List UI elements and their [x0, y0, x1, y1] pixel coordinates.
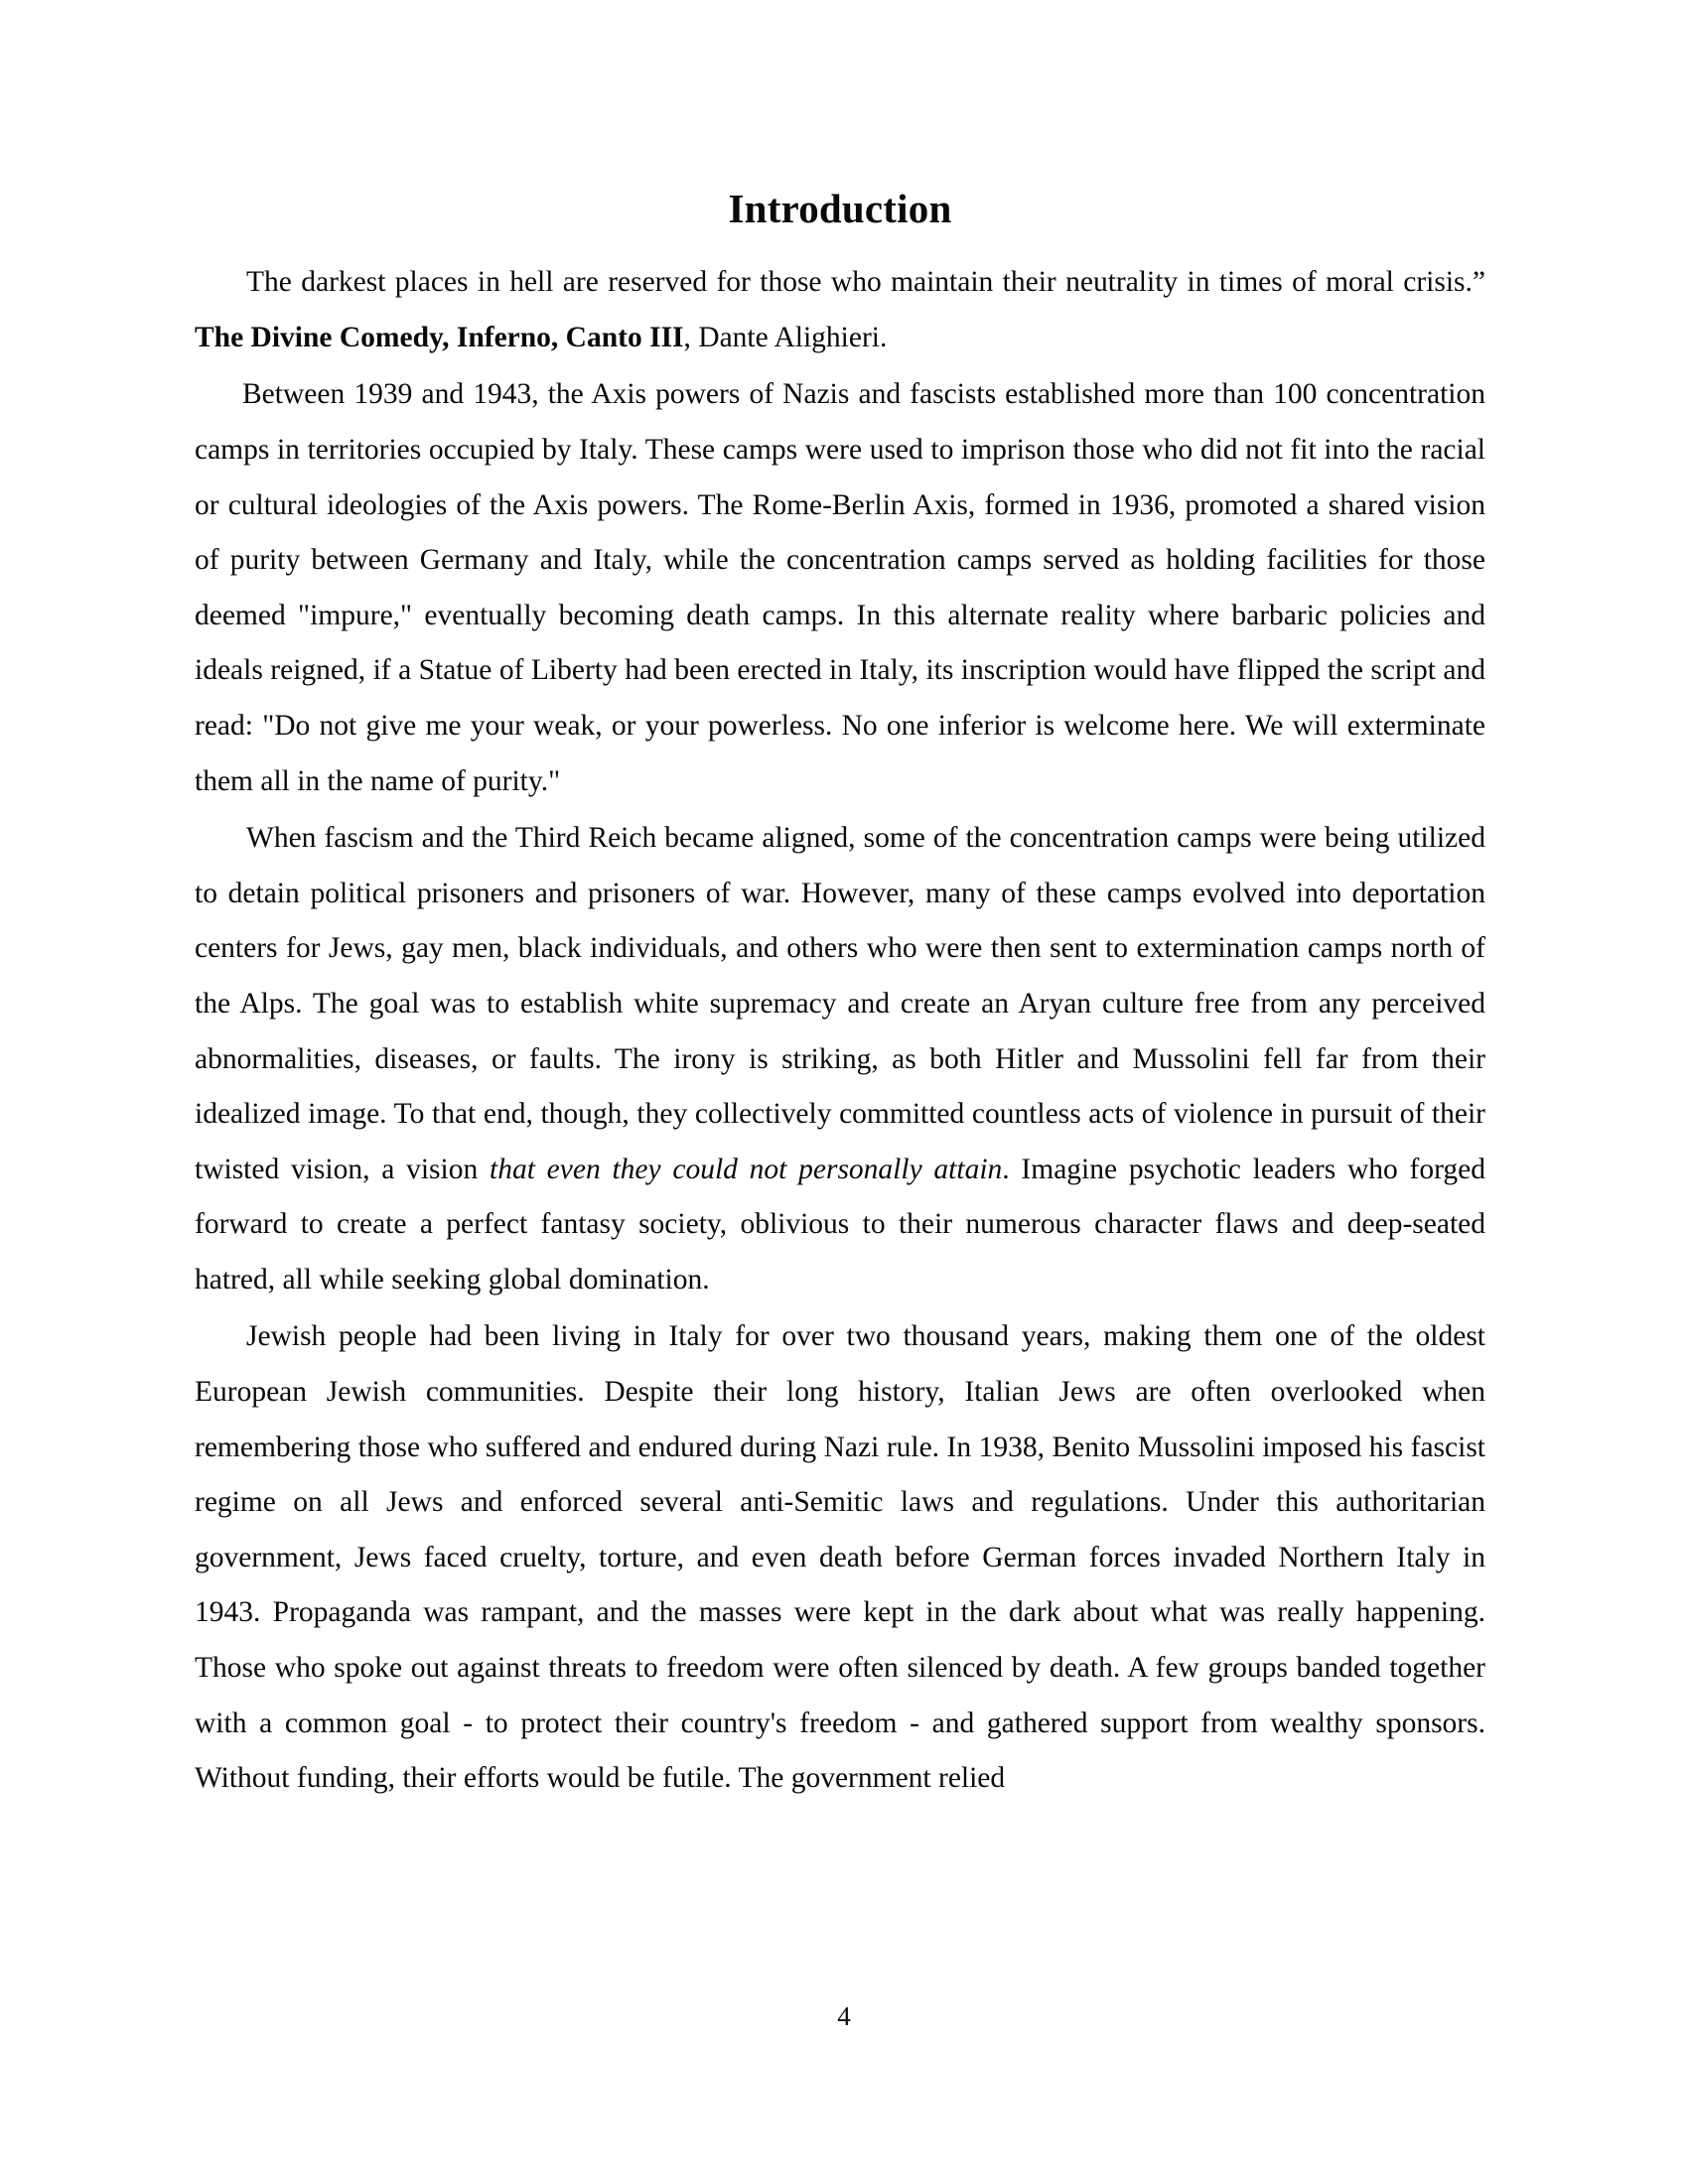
page-title: Introduction [728, 186, 952, 231]
fascism-text-tail: . Imagine psychotic leaders who forged forward to create a perfect fantasy society, oblivious to their numerous character flaws and deep-seated hatred, all while seeking global domination. [195, 1153, 1485, 1296]
page-content [195, 185, 1485, 1809]
paragraph-camps-overview-text: Between 1939 and 1943, the Axis powers of Nazis and fascists established more than 100 concentration camps in territories occupied by Italy. These camps were used to imprison those who did not fit into the racial or cultural ideologies of the Axis powers. The Rome-Berlin Axis, formed in 1936, promoted a shared vision of purity between Germany and Italy, while the concentration camps served as holding facilities for those deemed "impure," eventually becoming death camps. In this alternate reality where barbaric policies and ideals reigned, if a Statue of Liberty had been erected in Italy, its inscription would have flipped the script and read: "Do not give me your weak, or your powerless. No one inferior is welcome here. We will exterminate them all in the name of purity." [195, 378, 1485, 797]
paragraph-epigraph [195, 255, 1485, 365]
paragraph-camps-overview [195, 367, 1485, 809]
fascism-text-lead: When fascism and the Third Reich became aligned, some of the concentration camps were being utilized to detain political prisoners and prisoners of war. However, many of these camps evolved into deportation centers for Jews, gay men, black individuals, and others who were then sent to extermination camps north of the Alps. The goal was to establish white supremacy and create an Aryan culture free from any perceived abnormalities, diseases, or faults. The irony is striking, as both Hitler and Mussolini fell far from their idealized image. To that end, though, they collectively committed countless acts of violence in pursuit of their twisted vision, a vision [195, 822, 1485, 1185]
paragraph-fascism-third-reich [195, 811, 1485, 1307]
paragraph-jewish-people-italy-text: Jewish people had been living in Italy for over two thousand years, making them one of the oldest European Jewish communities. Despite their long history, Italian Jews are often overlooked when remembering those who suffered and endured during Nazi rule. In 1938, Benito Mussolini imposed his fascist regime on all Jews and enforced several anti-Semitic laws and regulations. Under this authoritarian government, Jews faced cruelty, torture, and even death before German forces invaded Northern Italy in 1943. Propaganda was rampant, and the masses were kept in the dark about what was really happening. Those who spoke out against threats to freedom were often silenced by death. A few groups banded together with a common goal - to protect their country's freedom - and gathered support from wealthy sponsors. Without funding, their efforts would be futile. The government relied [195, 1320, 1485, 1795]
body-text [195, 255, 1485, 1807]
epigraph-source-title: The Divine Comedy, Inferno, Canto III [195, 321, 684, 353]
epigraph-quote-text: The darkest places in hell are reserved for those who maintain their neutrality in times of moral crisis.” [246, 266, 1485, 299]
paragraph-jewish-people-italy [195, 1309, 1485, 1806]
fascism-emphasis-phrase: that even they could not personally attain [490, 1153, 1003, 1185]
epigraph-author: , Dante Alighieri. [683, 321, 888, 353]
page-number: 4 [837, 2001, 851, 2031]
